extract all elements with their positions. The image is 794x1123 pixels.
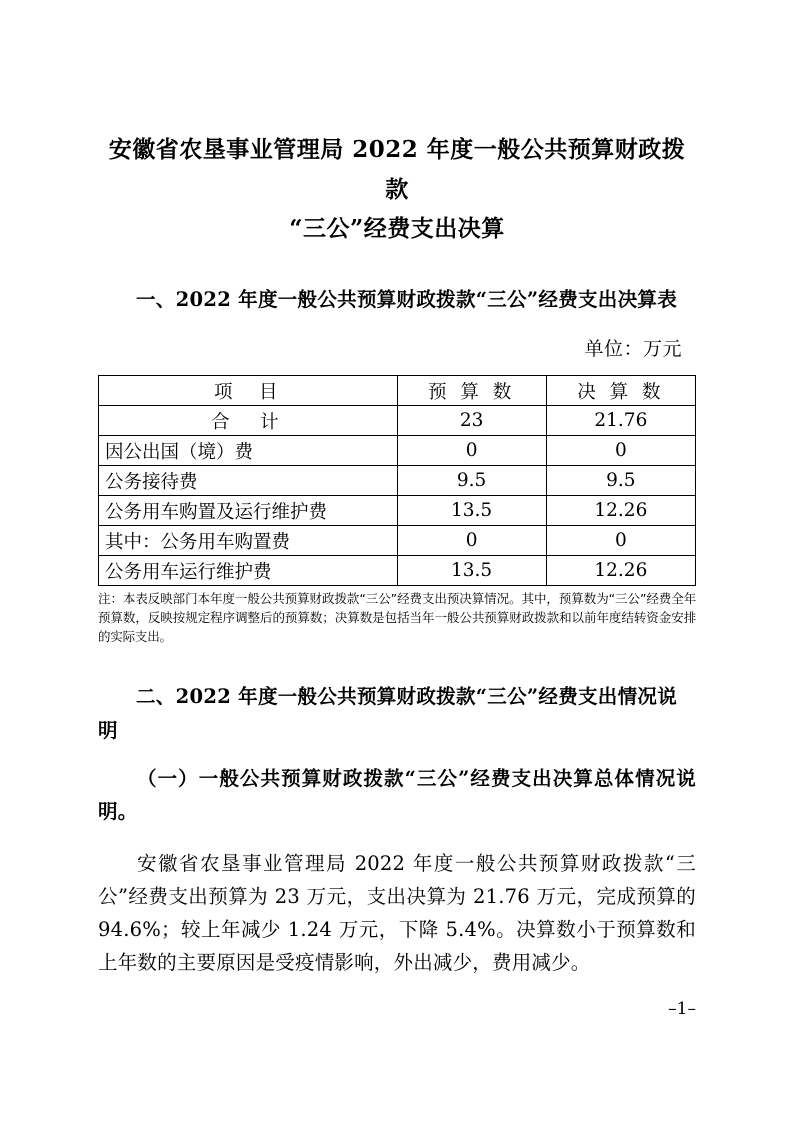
unit-label: 单位：万元 — [584, 338, 682, 361]
table-row — [99, 556, 696, 586]
table-cell-item: 合 计 — [99, 406, 398, 436]
table-row — [99, 406, 696, 436]
body-paragraph-1: 安徽省农垦事业管理局 2022 年度一般公共预算财政拨款“三公”经费支出预算为 23 万元，支出决算为 21.76 万元，完成预算的 94.6%；较上年减少 1.24 万元，下降 5.4%。决算数小于预算数和上年数的主要原因是受疫情影响，外出减少，费用减少。 — [98, 852, 696, 974]
table-cell-item: 其中：公务用车购置费 — [99, 526, 398, 556]
table-row — [99, 496, 696, 526]
table-cell-final: 12.26 — [546, 556, 695, 586]
section-heading-2: 二、2022 年度一般公共预算财政拨款“三公”经费支出情况说明 — [98, 685, 677, 742]
table-note: 注：本表反映部门本年度一般公共预算财政拨款“三公”经费支出预决算情况。其中，预算数为“三公”经费全年预算数，反映按规定程序调整后的预算数；决算数是包括当年一般公共预算财政拨款和以前年度结转资金安排的实际支出。 — [98, 591, 696, 644]
table-cell-final: 9.5 — [546, 466, 695, 496]
section-heading-1: 一、2022 年度一般公共预算财政拨款“三公”经费支出决算表 — [136, 287, 677, 311]
table-cell-budget: 13.5 — [397, 556, 546, 586]
table-header-row — [99, 376, 696, 406]
table-cell-budget: 0 — [397, 436, 546, 466]
table-cell-item: 公务接待费 — [99, 466, 398, 496]
table-cell-final: 21.76 — [546, 406, 695, 436]
table-cell-item: 因公出国（境）费 — [99, 436, 398, 466]
three-public-expense-table — [98, 375, 696, 586]
table-header-budget: 预 算 数 — [397, 376, 546, 406]
table-row — [99, 526, 696, 556]
table-cell-item: 公务用车运行维护费 — [99, 556, 398, 586]
page-title — [98, 0, 696, 249]
table-cell-budget: 9.5 — [397, 466, 546, 496]
table-cell-budget: 13.5 — [397, 496, 546, 526]
table-row — [99, 466, 696, 496]
table-cell-final: 12.26 — [546, 496, 695, 526]
table-header-final: 决 算 数 — [546, 376, 695, 406]
page-title-line-1: 安徽省农垦事业管理局 2022 年度一般公共预算财政拨款 — [108, 136, 686, 203]
table-header-item: 项 目 — [99, 376, 398, 406]
table-cell-budget: 0 — [397, 526, 546, 556]
table-cell-budget: 23 — [397, 406, 546, 436]
table-cell-final: 0 — [546, 436, 695, 466]
page-number: –1– — [668, 999, 696, 1019]
subsection-heading-1: （一）一般公共预算财政拨款“三公”经费支出决算总体情况说明。 — [98, 767, 696, 824]
table-cell-item: 公务用车购置及运行维护费 — [99, 496, 398, 526]
table-row — [99, 436, 696, 466]
table-cell-final: 0 — [546, 526, 695, 556]
page-title-line-2: “三公”经费支出决算 — [289, 215, 505, 243]
